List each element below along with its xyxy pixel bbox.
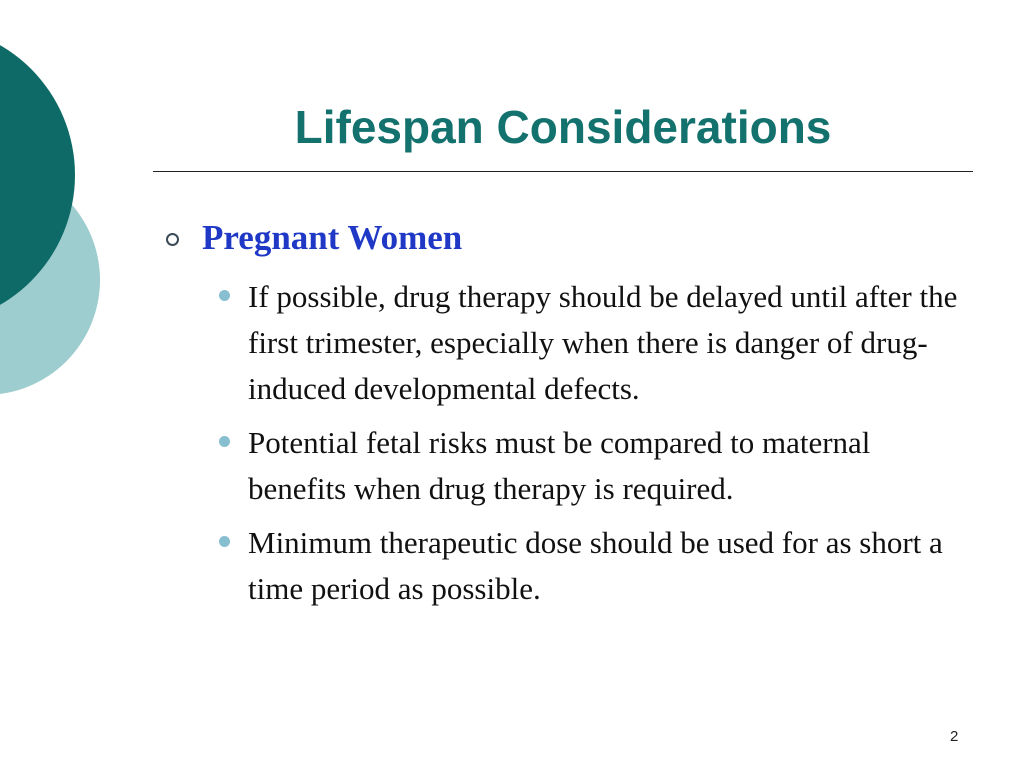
bullet-text: Potential fetal risks must be compared to maternal benefits when drug therapy is required. [248,425,871,506]
bullet-dot-icon [219,290,230,301]
list-item [218,274,958,412]
bullet-list [218,274,958,620]
list-item [218,420,958,512]
bullet-dot-icon [219,536,230,547]
slide-title: Lifespan Considerations [294,101,832,153]
title-divider [153,171,973,172]
bullet-text: Minimum therapeutic dose should be used for as short a time period as possible. [248,525,943,606]
bullet-text: If possible, drug therapy should be delayed until after the first trimester, especially when there is danger of drug-induced developmental defects. [248,279,958,406]
list-item [218,520,958,612]
hollow-circle-bullet-icon [166,233,179,246]
section-heading-row [166,214,462,262]
page-number: 2 [950,728,959,745]
section-heading: Pregnant Women [202,218,463,257]
bullet-dot-icon [219,436,230,447]
